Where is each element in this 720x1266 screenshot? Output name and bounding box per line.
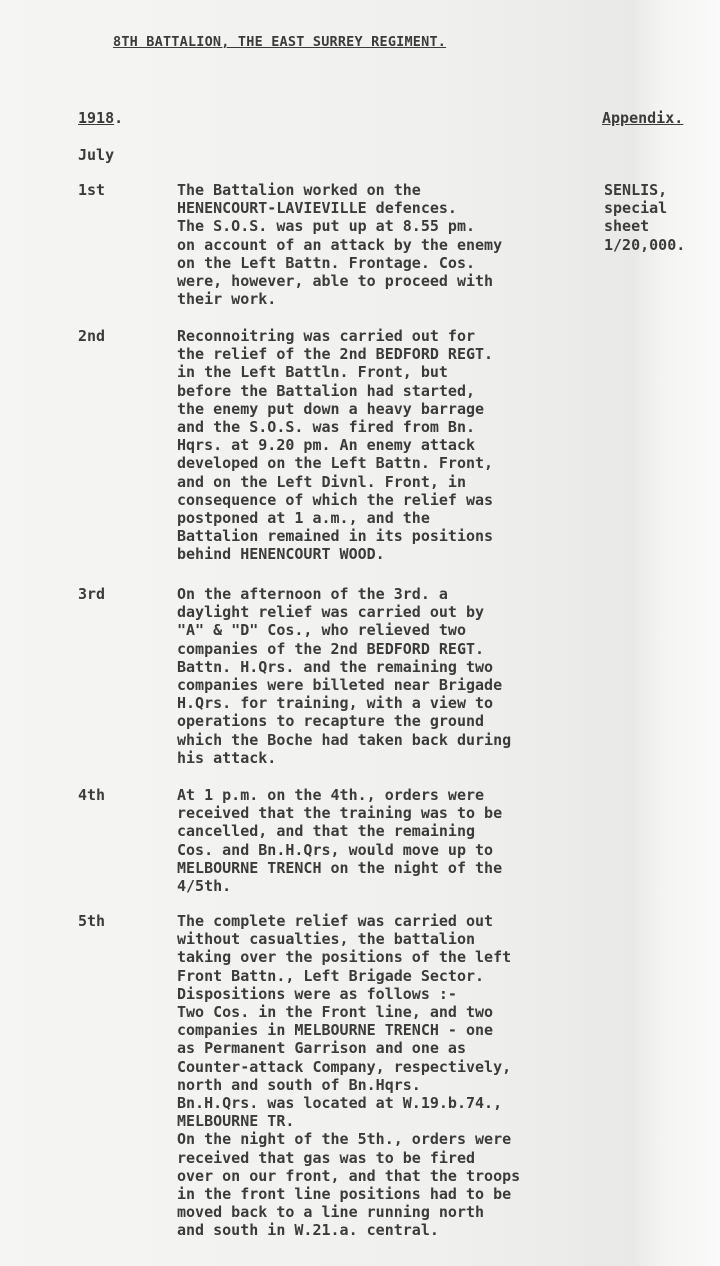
entry-line: taking over the positions of the left xyxy=(177,948,512,967)
appendix-reference-line: SENLIS, xyxy=(604,181,668,199)
entry-date-1st: 1st xyxy=(78,181,106,199)
entry-line: in the Left Battln. Front, but xyxy=(177,363,448,382)
appendix-reference-line: special xyxy=(604,199,668,218)
entry-line: "A" & "D" Cos., who relieved two xyxy=(177,621,466,640)
entry-line: developed on the Left Battn. Front, xyxy=(177,454,494,473)
entry-line: The S.O.S. was put up at 8.55 pm. xyxy=(177,217,476,236)
entry-line: Reconnoitring was carried out for xyxy=(177,327,476,345)
entry-line: received that the training was to be xyxy=(177,804,503,823)
entry-line: the enemy put down a heavy barrage xyxy=(177,399,485,418)
entry-line: Front Battn., Left Brigade Sector. xyxy=(177,966,485,985)
month-label: July xyxy=(78,146,115,164)
entry-text-5th xyxy=(177,912,597,1240)
entry-line: on the Left Battn. Frontage. Cos. xyxy=(177,253,476,272)
appendix-reference-line: 1/20,000. xyxy=(604,235,686,254)
year-heading: 1918. xyxy=(78,109,124,127)
entry-line: and the S.O.S. was fired from Bn. xyxy=(177,418,476,437)
entry-text-3rd xyxy=(177,585,597,767)
entry-date-4th: 4th xyxy=(78,786,106,804)
entry-line: daylight relief was carried out by xyxy=(177,603,485,622)
page-title: 8TH BATTALION, THE EAST SURREY REGIMENT. xyxy=(113,34,447,50)
entry-date-3rd: 3rd xyxy=(78,585,106,603)
entry-line: On the afternoon of the 3rd. a xyxy=(177,585,448,603)
entry-date-2nd: 2nd xyxy=(78,327,106,345)
entry-line: his attack. xyxy=(177,748,277,767)
entry-line: operations to recapture the ground xyxy=(177,712,485,731)
entry-text-2nd xyxy=(177,327,597,564)
entry-line: their work. xyxy=(177,290,277,309)
entry-line: behind HENENCOURT WOOD. xyxy=(177,545,385,564)
entry-line: H.Qrs. for training, with a view to xyxy=(177,694,494,713)
entry-line: and on the Left Divnl. Front, in xyxy=(177,472,466,491)
entry-line: consequence of which the relief was xyxy=(177,490,494,509)
entry-line: without casualties, the battalion xyxy=(177,930,476,949)
appendix-heading: Appendix. xyxy=(602,109,684,127)
year-text: 1918 xyxy=(78,109,115,127)
entry-line: The complete relief was carried out xyxy=(177,912,494,930)
entry-line: Two Cos. in the Front line, and two xyxy=(177,1003,494,1022)
appendix-reference-line: sheet xyxy=(604,217,650,236)
entry-line: in the front line positions had to be xyxy=(177,1185,512,1204)
entry-line: companies in MELBOURNE TRENCH - one xyxy=(177,1021,494,1040)
entry-line: Battalion remained in its positions xyxy=(177,527,494,546)
entry-line: The Battalion worked on the xyxy=(177,181,421,199)
entry-line: the relief of the 2nd BEDFORD REGT. xyxy=(177,345,494,364)
entry-line: HENENCOURT-LAVIEVILLE defences. xyxy=(177,199,457,218)
entry-line: Cos. and Bn.H.Qrs, would move up to xyxy=(177,840,494,859)
entry-line: MELBOURNE TR. xyxy=(177,1112,295,1131)
entry-line: At 1 p.m. on the 4th., orders were xyxy=(177,786,485,804)
entry-line: Bn.H.Qrs. was located at W.19.b.74., xyxy=(177,1094,503,1113)
entry-line: over on our front, and that the troops xyxy=(177,1166,521,1185)
entry-line: as Permanent Garrison and one as xyxy=(177,1039,466,1058)
entry-line: 4/5th. xyxy=(177,877,232,896)
entry-line: before the Battalion had started, xyxy=(177,381,476,400)
entry-line: Dispositions were as follows :- xyxy=(177,984,457,1003)
entry-line: and south in W.21.a. central. xyxy=(177,1221,439,1240)
entry-line: Hqrs. at 9.20 pm. An enemy attack xyxy=(177,436,476,455)
entry-line: Counter-attack Company, respectively, xyxy=(177,1057,512,1076)
entry-line: moved back to a line running north xyxy=(177,1203,485,1222)
entry-date-5th: 5th xyxy=(78,912,106,930)
entry-text-1st xyxy=(177,181,597,308)
entry-line: cancelled, and that the remaining xyxy=(177,822,476,841)
appendix-reference xyxy=(604,181,685,254)
entry-line: on account of an attack by the enemy xyxy=(177,235,503,254)
entry-line: which the Boche had taken back during xyxy=(177,730,512,749)
entry-line: MELBOURNE TRENCH on the night of the xyxy=(177,858,503,877)
entry-line: received that gas was to be fired xyxy=(177,1148,476,1167)
entry-line: companies of the 2nd BEDFORD REGT. xyxy=(177,639,485,658)
entry-line: were, however, able to proceed with xyxy=(177,272,494,291)
entry-line: Battn. H.Qrs. and the remaining two xyxy=(177,657,494,676)
entry-line: On the night of the 5th., orders were xyxy=(177,1130,512,1149)
entry-line: north and south of Bn.Hqrs. xyxy=(177,1075,421,1094)
entry-text-4th xyxy=(177,786,597,895)
entry-line: postponed at 1 a.m., and the xyxy=(177,509,430,528)
entry-line: companies were billeted near Brigade xyxy=(177,676,503,695)
